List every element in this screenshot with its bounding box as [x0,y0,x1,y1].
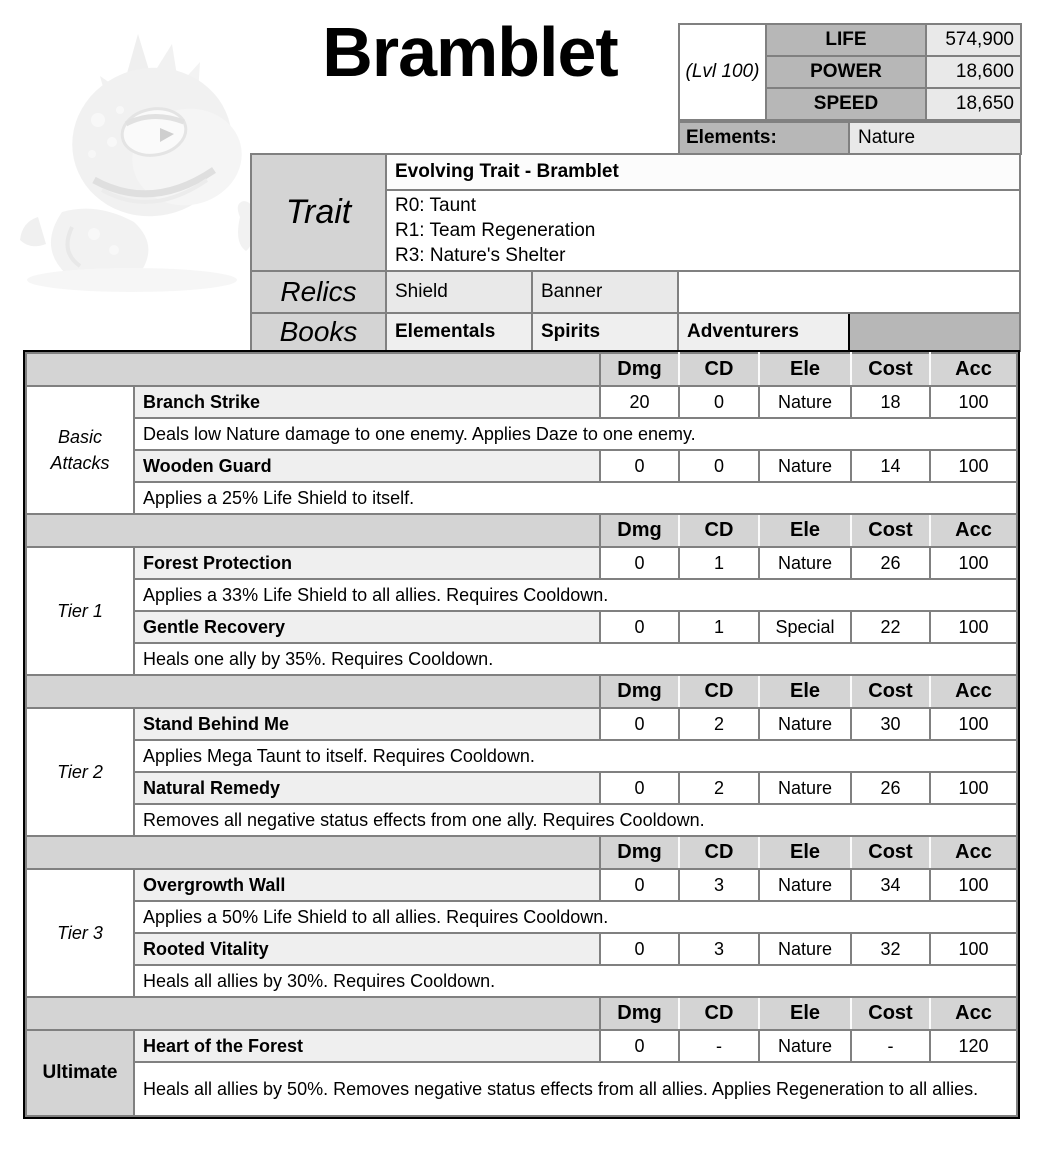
ability-dmg: 0 [600,611,679,643]
col-header-dmg: Dmg [600,836,679,869]
elements-label: Elements: [679,122,849,154]
ability-cost: 26 [851,547,930,579]
speed-value: 18,650 [926,88,1021,120]
ability-name: Rooted Vitality [134,933,600,965]
col-header-acc: Acc [930,836,1017,869]
ability-dmg: 20 [600,386,679,418]
ability-desc-row [26,643,1017,675]
ability-row [26,547,1017,579]
ability-cost: 26 [851,772,930,804]
ability-desc-row [26,740,1017,772]
ability-desc: Applies a 50% Life Shield to all allies. Requires Cooldown. [134,901,1017,933]
ability-row [26,772,1017,804]
col-header-cd: CD [679,836,759,869]
ability-cost: 32 [851,933,930,965]
header-row-tier3 [26,836,1017,869]
ability-name: Gentle Recovery [134,611,600,643]
abilities-table [25,352,1018,1117]
trait-table [250,153,1021,352]
ability-cd: 0 [679,386,759,418]
trait-rank-2: R3: Nature's Shelter [395,245,566,266]
relic-slot-2: Banner [532,271,678,313]
ability-desc-row [26,965,1017,997]
ability-desc: Applies a 33% Life Shield to all allies. Requires Cooldown. [134,579,1017,611]
col-header-acc: Acc [930,514,1017,547]
col-header-dmg: Dmg [600,353,679,386]
ability-acc: 100 [930,386,1017,418]
ability-desc: Heals one ally by 35%. Requires Cooldown. [134,643,1017,675]
ability-desc-row [26,901,1017,933]
section-label-tier3: Tier 3 [26,869,134,997]
ability-ele: Nature [759,1030,851,1062]
relic-slot-empty [678,271,1020,313]
col-header-acc: Acc [930,675,1017,708]
ability-row [26,708,1017,740]
trait-rank-0: R0: Taunt [395,195,476,216]
header-row-ultimate [26,997,1017,1030]
stats-table [678,23,1022,121]
page-title: Bramblet [322,13,618,91]
ability-row [26,869,1017,901]
ability-cost: - [851,1030,930,1062]
ability-cost: 22 [851,611,930,643]
col-header-cd: CD [679,353,759,386]
level-label: (Lvl 100) [679,24,766,120]
section-label-ultimate: Ultimate [26,1030,134,1116]
abilities-table-wrapper [23,350,1020,1119]
ability-name: Branch Strike [134,386,600,418]
col-header-dmg: Dmg [600,675,679,708]
ability-cost: 14 [851,450,930,482]
ability-desc: Heals all allies by 30%. Requires Cooldown. [134,965,1017,997]
relic-slot-1: Shield [386,271,532,313]
ability-row [26,450,1017,482]
ability-name: Natural Remedy [134,772,600,804]
col-header-cd: CD [679,997,759,1030]
ability-acc: 100 [930,611,1017,643]
header-row-basic [26,353,1017,386]
section-label-tier2: Tier 2 [26,708,134,836]
ability-ele: Nature [759,386,851,418]
life-label: LIFE [766,24,926,56]
speed-label: SPEED [766,88,926,120]
ability-dmg: 0 [600,547,679,579]
ability-name: Stand Behind Me [134,708,600,740]
ability-cd: 1 [679,547,759,579]
ability-acc: 100 [930,869,1017,901]
ability-row [26,386,1017,418]
ability-ele: Nature [759,547,851,579]
ability-row [26,611,1017,643]
col-header-cost: Cost [851,997,930,1030]
ability-cd: 3 [679,869,759,901]
col-header-cost: Cost [851,836,930,869]
header-spacer [26,836,600,869]
ability-cd: 1 [679,611,759,643]
trait-rank-1: R1: Team Regeneration [395,220,596,241]
ability-desc: Removes all negative status effects from one ally. Requires Cooldown. [134,804,1017,836]
ability-desc: Applies a 25% Life Shield to itself. [134,482,1017,514]
col-header-dmg: Dmg [600,997,679,1030]
ability-name: Wooden Guard [134,450,600,482]
header-row-tier1 [26,514,1017,547]
life-value: 574,900 [926,24,1021,56]
ability-acc: 100 [930,772,1017,804]
ability-ele: Special [759,611,851,643]
ability-cost: 30 [851,708,930,740]
ability-dmg: 0 [600,772,679,804]
book-spirits: Spirits [532,313,678,351]
ability-desc-row [26,804,1017,836]
ability-ele: Nature [759,708,851,740]
ability-ele: Nature [759,869,851,901]
ability-row [26,933,1017,965]
col-header-ele: Ele [759,353,851,386]
ability-name: Overgrowth Wall [134,869,600,901]
col-header-acc: Acc [930,353,1017,386]
ability-cost: 34 [851,869,930,901]
book-adventurers: Adventurers [678,313,849,351]
ability-desc-row [26,1062,1017,1116]
col-header-cd: CD [679,514,759,547]
col-header-acc: Acc [930,997,1017,1030]
col-header-ele: Ele [759,836,851,869]
ability-ele: Nature [759,450,851,482]
book-elementals: Elementals [386,313,532,351]
section-label-basic: Basic Attacks [26,386,134,514]
ability-acc: 100 [930,450,1017,482]
trait-ranks [386,190,1020,271]
ability-cost: 18 [851,386,930,418]
ability-name: Heart of the Forest [134,1030,600,1062]
ability-cd: 3 [679,933,759,965]
ability-dmg: 0 [600,869,679,901]
ability-desc: Deals low Nature damage to one enemy. Applies Daze to one enemy. [134,418,1017,450]
ability-name: Forest Protection [134,547,600,579]
ability-dmg: 0 [600,708,679,740]
ability-desc: Heals all allies by 50%. Removes negative status effects from all allies. Applies Regeneration to all allies. [134,1062,1017,1116]
header-spacer [26,353,600,386]
ability-acc: 100 [930,547,1017,579]
ability-dmg: 0 [600,450,679,482]
col-header-ele: Ele [759,675,851,708]
power-value: 18,600 [926,56,1021,88]
ability-desc-row [26,482,1017,514]
elements-value: Nature [849,122,1021,154]
books-label: Books [251,313,386,351]
trait-header: Evolving Trait - Bramblet [386,154,1020,190]
ability-dmg: 0 [600,933,679,965]
header-spacer [26,514,600,547]
col-header-ele: Ele [759,514,851,547]
ability-desc-row [26,579,1017,611]
ability-acc: 100 [930,933,1017,965]
relics-label: Relics [251,271,386,313]
ability-cd: 2 [679,708,759,740]
power-label: POWER [766,56,926,88]
ability-acc: 120 [930,1030,1017,1062]
header-spacer [26,997,600,1030]
elements-table [678,121,1022,155]
col-header-cost: Cost [851,675,930,708]
ability-dmg: 0 [600,1030,679,1062]
col-header-dmg: Dmg [600,514,679,547]
col-header-cost: Cost [851,353,930,386]
ability-ele: Nature [759,933,851,965]
ability-cd: - [679,1030,759,1062]
ability-desc: Applies Mega Taunt to itself. Requires Cooldown. [134,740,1017,772]
col-header-cd: CD [679,675,759,708]
book-empty [849,313,1020,351]
trait-label: Trait [251,154,386,271]
section-label-tier1: Tier 1 [26,547,134,675]
ability-cd: 0 [679,450,759,482]
creature-artwork [2,22,272,302]
ability-ele: Nature [759,772,851,804]
header-spacer [26,675,600,708]
ability-desc-row [26,418,1017,450]
ability-row [26,1030,1017,1062]
col-header-ele: Ele [759,997,851,1030]
col-header-cost: Cost [851,514,930,547]
ability-cd: 2 [679,772,759,804]
header-row-tier2 [26,675,1017,708]
ability-acc: 100 [930,708,1017,740]
